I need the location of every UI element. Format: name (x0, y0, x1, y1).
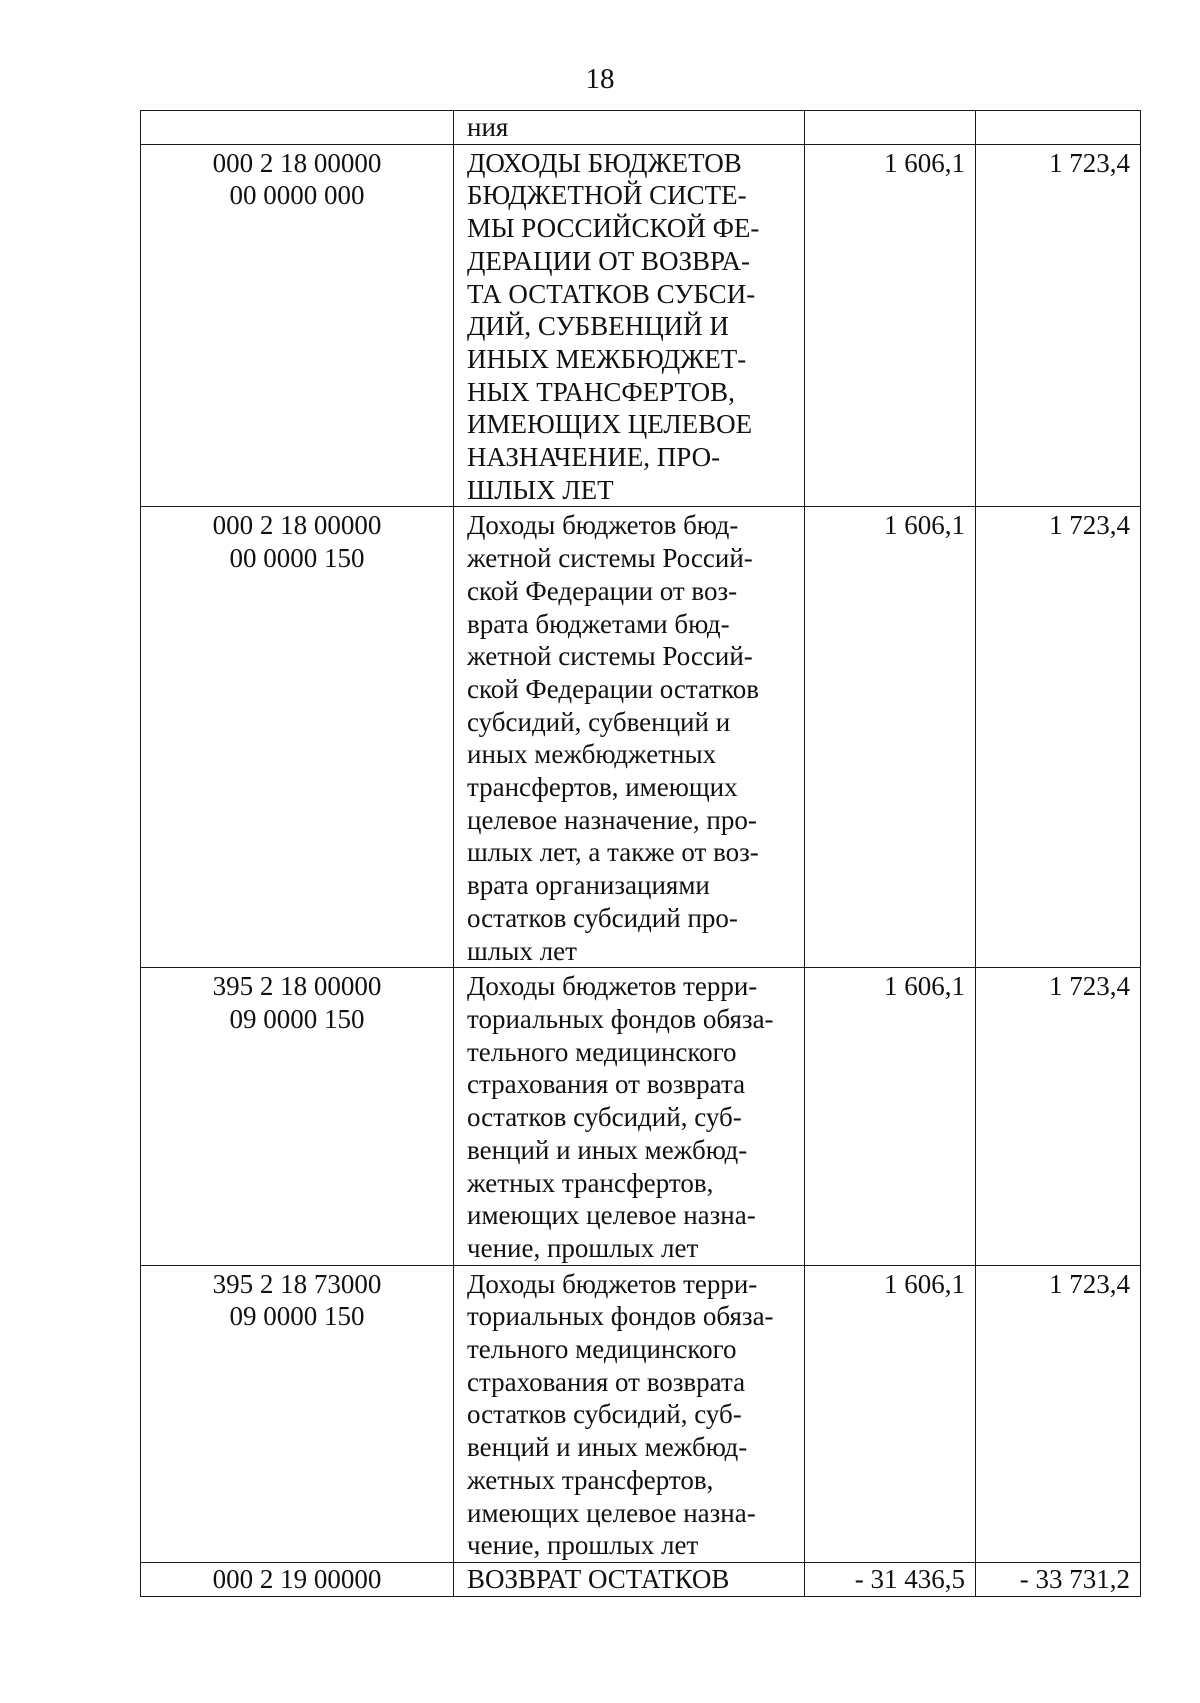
name-line: чение, прошлых лет (467, 1530, 699, 1561)
name-line: ДИЙ, СУБВЕНЦИЙ И (467, 311, 729, 342)
name-cell (454, 968, 805, 1265)
name-line: тельного медицинского (467, 1334, 737, 1365)
name-line: МЫ РОССИЙСКОЙ ФЕ- (467, 213, 760, 244)
name-line: врата организациями (467, 870, 710, 901)
value-cell-1 (805, 111, 976, 145)
code-line: 09 0000 150 (229, 1301, 365, 1332)
name-line: Доходы бюджетов терри- (467, 971, 758, 1002)
value-cell-2: 1 723,4 (976, 968, 1141, 1265)
name-line: ториальных фондов обяза- (467, 1301, 774, 1332)
name-line: остатков субсидий про- (467, 902, 738, 933)
budget-income-table (140, 110, 1141, 1597)
code-line: 00 0000 000 (229, 180, 365, 211)
name-line: врата бюджетами бюд- (467, 608, 730, 639)
value-cell-1: 1 606,1 (805, 144, 976, 507)
name-line: БЮДЖЕТНОЙ СИСТЕ- (467, 180, 747, 211)
code-line: 00 0000 150 (229, 543, 365, 574)
name-line: ШЛЫХ ЛЕТ (467, 474, 614, 505)
name-line: жетных трансфертов, (467, 1464, 714, 1495)
table-row (141, 507, 1141, 968)
name-line: чение, прошлых лет (467, 1232, 699, 1263)
name-line: ДОХОДЫ БЮДЖЕТОВ (467, 147, 742, 178)
name-line: имеющих целевое назна- (467, 1497, 756, 1528)
value-cell-2: 1 723,4 (976, 507, 1141, 968)
value-cell-1: - 31 436,5 (805, 1562, 976, 1596)
name-line: ской Федерации остатков (467, 673, 760, 704)
name-line: ТА ОСТАТКОВ СУБСИ- (467, 278, 756, 309)
name-line: венций и иных межбюд- (467, 1432, 748, 1463)
name-line: остатков субсидий, суб- (467, 1102, 742, 1133)
name-line: ИМЕЮЩИХ ЦЕЛЕВОЕ (467, 409, 753, 440)
name-line: целевое назначение, про- (467, 804, 757, 835)
table-row-continuation (141, 111, 1141, 145)
name-cell (454, 144, 805, 507)
name-line: трансфертов, имеющих (467, 772, 738, 803)
table-row (141, 1562, 1141, 1596)
code-cell (141, 144, 454, 507)
name-cell (454, 1562, 805, 1596)
name-line: тельного медицинского (467, 1036, 737, 1067)
code-line: 000 2 18 00000 (212, 147, 382, 178)
code-line: 395 2 18 00000 (212, 971, 382, 1002)
name-line: ИНЫХ МЕЖБЮДЖЕТ- (467, 343, 747, 374)
code-cell (141, 507, 454, 968)
code-line: 395 2 18 73000 (212, 1268, 382, 1299)
name-line: ской Федерации от воз- (467, 575, 738, 606)
name-line: шлых лет, а также от воз- (467, 837, 759, 868)
name-line: НЫХ ТРАНСФЕРТОВ, (467, 376, 735, 407)
code-cell (141, 1562, 454, 1596)
code-cell (141, 1265, 454, 1562)
name-cell (454, 111, 805, 145)
value-cell-2: 1 723,4 (976, 1265, 1141, 1562)
name-line: иных межбюджетных (467, 739, 717, 770)
name-line: венций и иных межбюд- (467, 1134, 748, 1165)
name-line: ВОЗВРАТ ОСТАТКОВ (467, 1563, 730, 1594)
code-line: 000 2 18 00000 (212, 510, 382, 541)
name-line: страхования от возврата (467, 1069, 746, 1100)
value-cell-2 (976, 111, 1141, 145)
code-cell (141, 111, 454, 145)
table-row (141, 1265, 1141, 1562)
name-line: Доходы бюджетов бюд- (467, 510, 739, 541)
name-line: ДЕРАЦИИ ОТ ВОЗВРА- (467, 245, 751, 276)
table-row (141, 968, 1141, 1265)
value-cell-1: 1 606,1 (805, 1265, 976, 1562)
value-cell-1: 1 606,1 (805, 968, 976, 1265)
name-line: имеющих целевое назна- (467, 1200, 756, 1231)
name-line: шлых лет (467, 935, 577, 966)
name-line: Доходы бюджетов терри- (467, 1268, 758, 1299)
page-number: 18 (585, 63, 615, 95)
name-line: НАЗНАЧЕНИЕ, ПРО- (467, 442, 721, 473)
name-line: жетных трансфертов, (467, 1167, 714, 1198)
name-line: жетной системы Россий- (467, 641, 753, 672)
code-cell (141, 968, 454, 1265)
name-cell (454, 1265, 805, 1562)
value-cell-2: 1 723,4 (976, 144, 1141, 507)
name-line: ториальных фондов обяза- (467, 1003, 774, 1034)
name-line: остатков субсидий, суб- (467, 1399, 742, 1430)
value-cell-1: 1 606,1 (805, 507, 976, 968)
name-cell (454, 507, 805, 968)
value-cell-2: - 33 731,2 (976, 1562, 1141, 1596)
name-line: субсидий, субвенций и (467, 706, 731, 737)
code-line: 09 0000 150 (229, 1003, 365, 1034)
name-line: страхования от возврата (467, 1366, 746, 1397)
name-line: ния (467, 112, 509, 142)
table-row (141, 144, 1141, 507)
code-line: 000 2 19 00000 (212, 1563, 382, 1594)
name-line: жетной системы Россий- (467, 543, 753, 574)
